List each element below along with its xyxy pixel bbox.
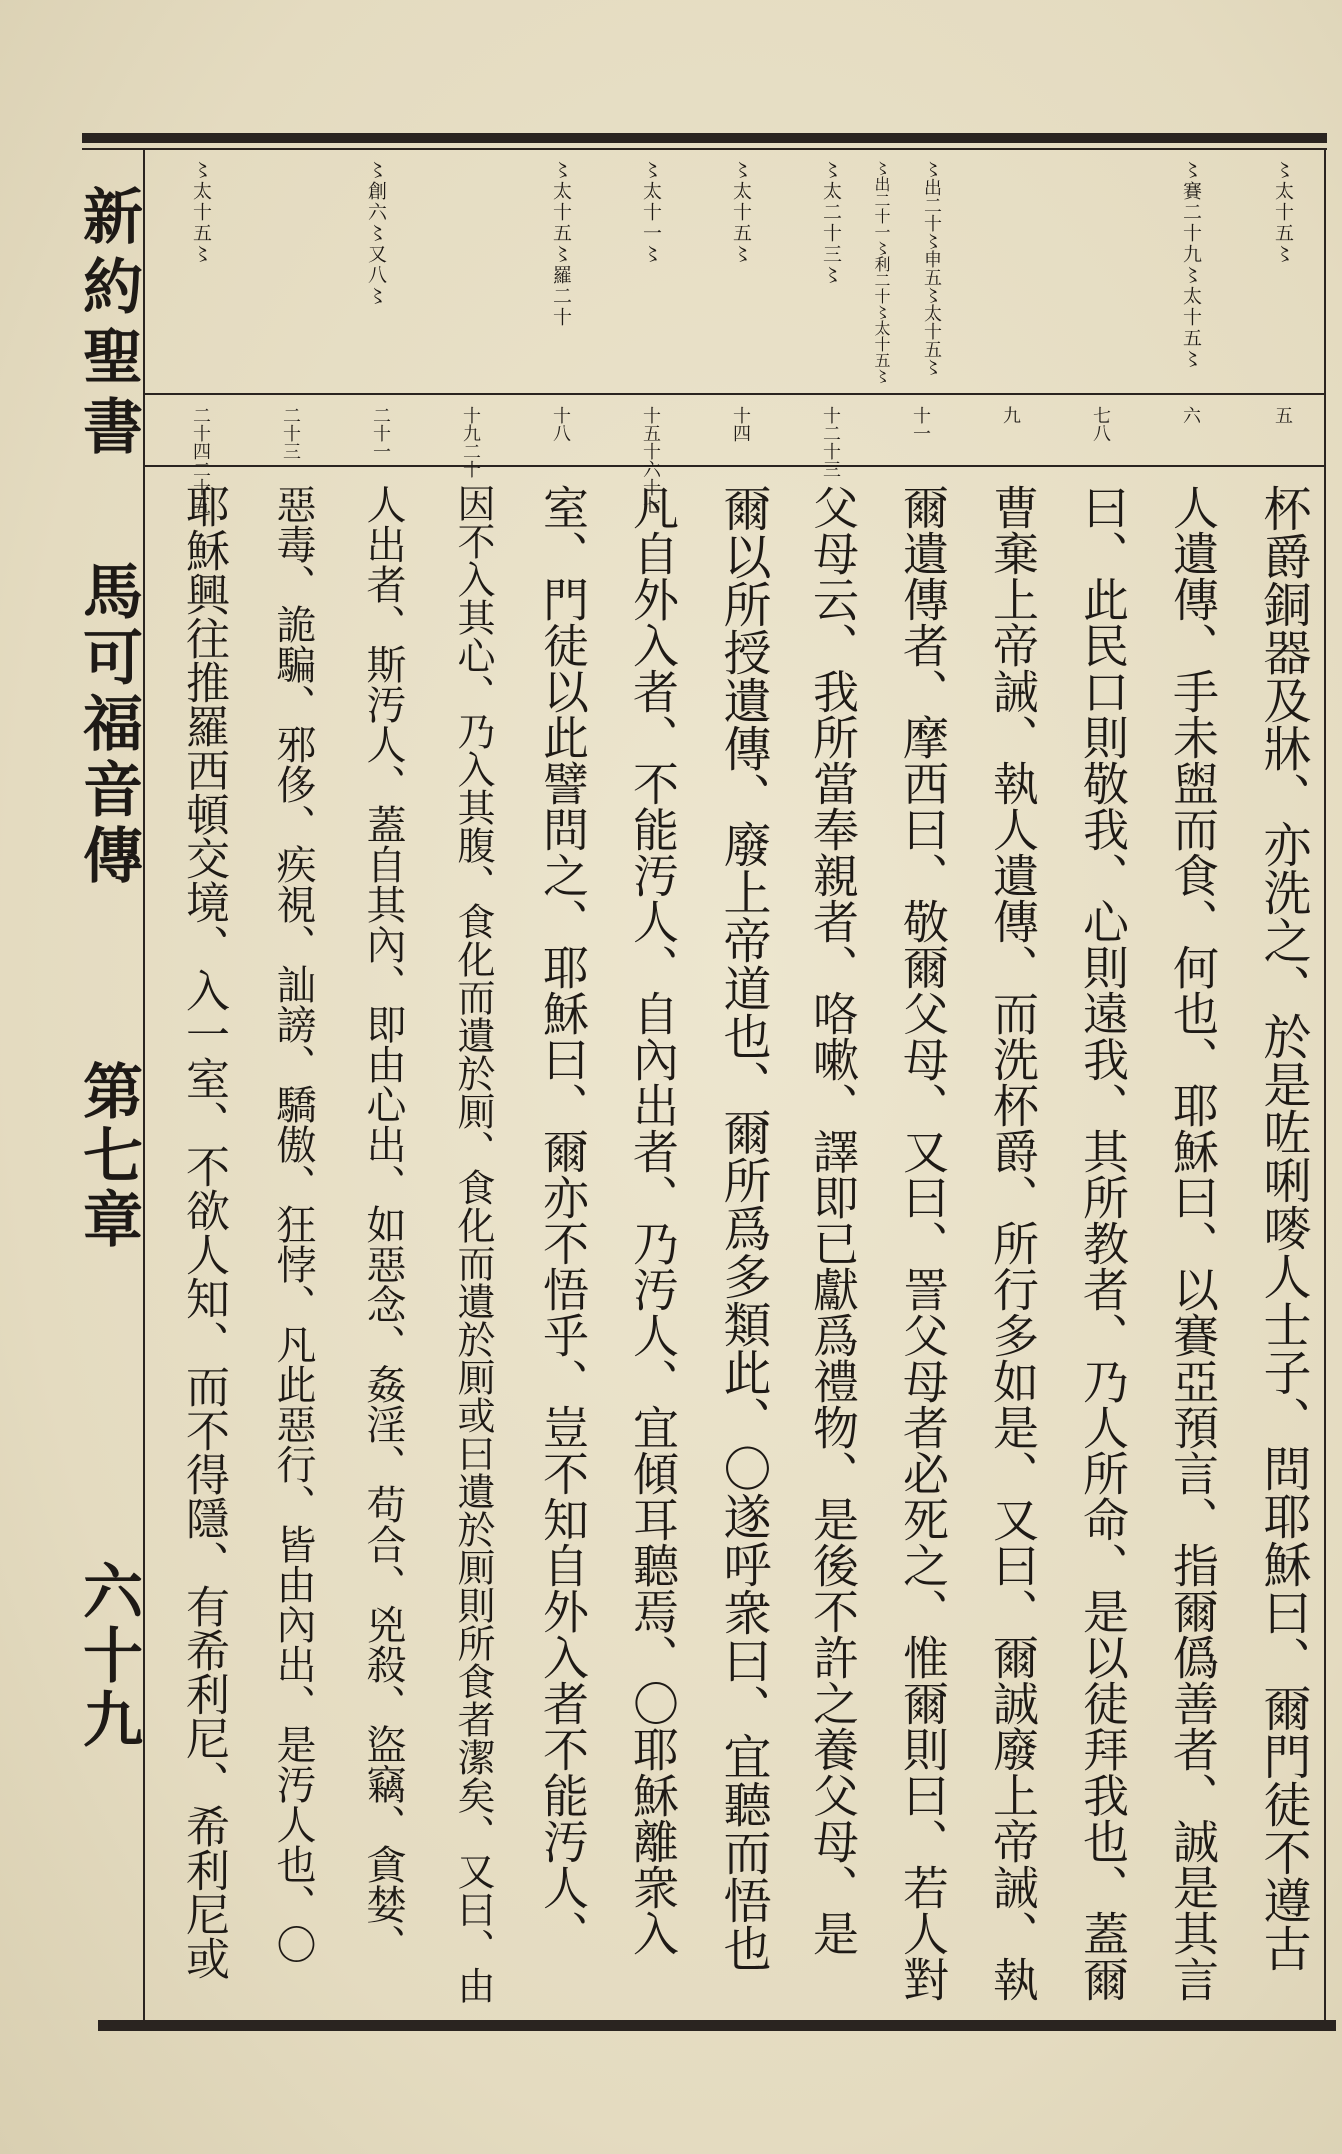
cross-reference: 〻太十五〻 xyxy=(730,160,752,265)
verse-number: 六 xyxy=(1180,406,1201,424)
cross-reference: 〻太二十三〻 xyxy=(820,160,842,286)
verse-number: 二十一 xyxy=(370,406,391,460)
verse-number-row xyxy=(150,400,1320,514)
text-column: 耶穌興往推羅西頓交境、入一室、不欲人知、而不得隱、有希利尼、希利尼或 xyxy=(178,484,229,1980)
cross-reference: 〻太十五〻羅二十 xyxy=(550,160,572,328)
bottom-border xyxy=(98,2020,1336,2031)
verse-number: 十九二十 xyxy=(460,406,481,478)
verse-number: 五 xyxy=(1272,406,1293,424)
text-column: 杯爵銅器及牀、亦洗之、於是咗唎嘜人士子、問耶穌曰、爾門徒不遵古 xyxy=(1255,484,1311,1972)
verse-number: 十二十三 xyxy=(820,406,841,478)
chapter-label: 第七章 xyxy=(73,1060,143,1252)
text-column: 人出者、斯汚人、蓋自其內、即由心出、如惡念、姦淫、苟合、兇殺、盜竊、貪婪、 xyxy=(360,484,406,1964)
scripture-text xyxy=(150,478,1320,2013)
verse-number: 二十四二十五 xyxy=(190,406,211,514)
text-column: 爾遺傳者、摩西曰、敬爾父母、又曰、詈父母者必死之、惟爾則曰、若人對 xyxy=(896,484,950,2002)
text-column: 曰、此民口則敬我、心則遠我、其所教者、乃人所命、是以徒拜我也、蓋爾 xyxy=(1076,484,1130,2002)
verse-number: 十四 xyxy=(730,406,751,442)
verse-number: 九 xyxy=(1000,406,1021,424)
text-column: 人遺傳、手未盥而食、何也、耶穌曰、以賽亞預言、指爾僞善者、誠是其言 xyxy=(1166,484,1220,2002)
text-column: 爾以所授遺傳、廢上帝道也、爾所爲多類此、〇遂呼衆曰、宜聽而悟也 xyxy=(715,484,771,1972)
gospel-title: 馬可福音傳 xyxy=(73,560,143,890)
cross-reference: 〻出二十〻申五〻太十五〻 xyxy=(921,160,942,376)
verse-number: 七八 xyxy=(1090,406,1111,442)
text-column: 惡毒、詭騙、邪侈、疾視、訕謗、驕傲、狂悖、凡此惡行、皆由內出、是汚人也、〇 xyxy=(270,484,316,1964)
text-column: 凡自外入者、不能汚人、自內出者、乃汚人、宜傾耳聽焉、〇耶穌離衆入 xyxy=(626,484,680,1956)
cross-reference: 〻太十一〻 xyxy=(640,160,662,265)
verse-number: 十五十六十七 xyxy=(640,406,661,514)
text-column: 室、門徒以此譬問之、耶穌曰、爾亦不悟乎、豈不知自外入者不能汚人、 xyxy=(536,484,590,1956)
text-column: 因不入其心、乃入其腹、食化而遺於厠、食化而遺於厠或曰遺於厠則所食者潔矣、又曰、由 xyxy=(451,484,495,2004)
verse-number-divider xyxy=(143,465,1326,467)
text-column: 父母云、我所當奉親者、咯嗽、譯即已獻爲禮物、是後不許之養父母、是 xyxy=(806,484,860,1956)
right-border xyxy=(1324,150,1326,2020)
verse-number: 二十三 xyxy=(280,406,301,460)
page-number: 六十九 xyxy=(73,1560,143,1752)
cross-reference: 〻出二十一〻利二十〻太十五〻 xyxy=(872,160,891,384)
verse-number: 十八 xyxy=(550,406,571,442)
top-border-thick xyxy=(82,133,1327,143)
cross-reference: 〻太十五〻 xyxy=(190,160,212,265)
book-title: 新約聖書 xyxy=(73,185,143,465)
top-border-thin xyxy=(82,148,1327,150)
cross-reference: 〻太十五〻 xyxy=(1272,160,1294,265)
verse-number: 十一 xyxy=(910,406,931,442)
text-column: 曹棄上帝誡、執人遺傳、而洗杯爵、所行多如是、又曰、爾誠廢上帝誡、執 xyxy=(986,484,1040,2002)
footnote-divider xyxy=(143,393,1326,395)
cross-references xyxy=(150,160,1320,388)
cross-reference: 〻賽二十九〻太十五〻 xyxy=(1180,160,1202,370)
cross-reference: 〻創六〻又八〻 xyxy=(365,160,387,307)
